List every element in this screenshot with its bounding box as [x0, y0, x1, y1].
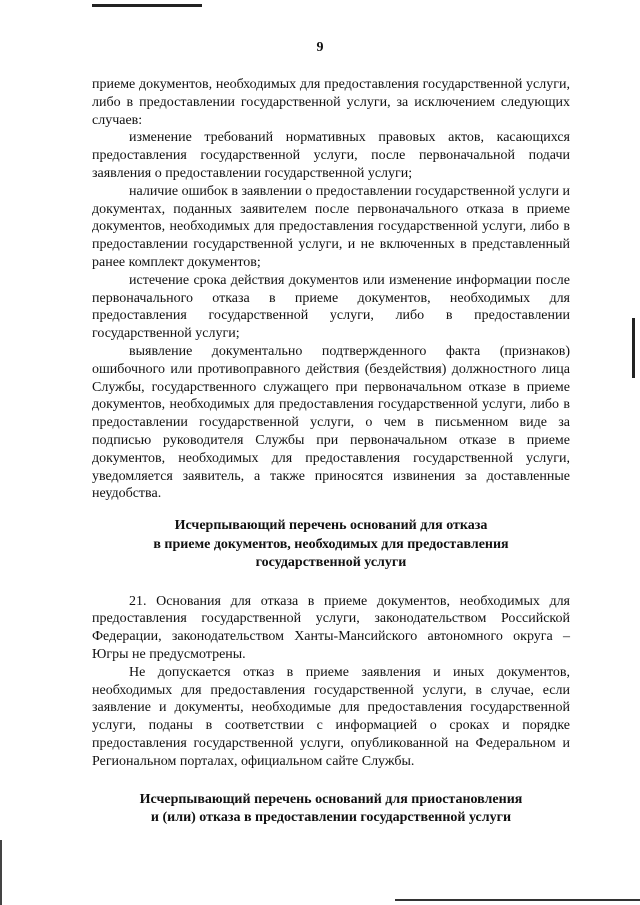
page-number: 9 [316, 40, 324, 55]
heading-line: Исчерпывающий перечень оснований для отказа [174, 518, 488, 534]
scan-artifact-left-edge [0, 840, 2, 905]
heading-line: в приеме документов, необходимых для предоставления [153, 536, 509, 552]
section-heading-refusal-grounds [92, 517, 570, 573]
paragraph-no-refusal: Не допускается отказ в приеме заявления и иных документов, необходимых для предоставления государственной услуги, в случае, если заявление и документы, необходимые для предоставления государственной услуги, поданы в соответствии с информацией о сроках и порядке предоставления государственной услуги, опубликованной на Федеральном и Региональном порталах, официальном сайте Службы. [92, 664, 570, 769]
paragraph-intro: приеме документов, необходимых для предоставления государственной услуги, либо в предоставлении государственной услуги, за исключением следующих случаев: [92, 77, 570, 128]
scan-artifact-right-mark [632, 318, 635, 378]
paragraph-exception-3: истечение срока действия документов или изменение информации после первоначального отказа в приеме документов, необходимых для предоставления государственной услуги, либо в предоставлении государственной услуги; [92, 272, 570, 342]
heading-line: государственной услуги [255, 555, 407, 571]
scan-artifact-top-line [92, 4, 202, 7]
heading-line: и (или) отказа в предоставлении государственной услуги [150, 810, 512, 826]
document-body [92, 76, 570, 828]
heading-line: Исчерпывающий перечень оснований для приостановления [139, 791, 523, 807]
paragraph-exception-1: изменение требований нормативных правовых актов, касающихся предоставления государственной услуги, после первоначальной подачи заявления о предоставлении государственной услуги; [92, 130, 570, 181]
paragraph-clause-21: 21. Основания для отказа в приеме документов, необходимых для предоставления государственной услуги, законодательством Российской Федерации, законодательством Ханты-Мансийского автономного округа – Югры не предусмотрены. [92, 593, 570, 663]
scan-artifact-bottom-line [395, 899, 640, 901]
paragraph-exception-2: наличие ошибок в заявлении о предоставлении государственной услуги и документах, поданных заявителем после первоначального отказа в приеме документов, необходимых для предоставления государственной услуги, либо в предоставлении государственной услуги, и не включенных в представленный ранее комплект документов; [92, 183, 570, 270]
section-heading-suspension-grounds [92, 791, 570, 828]
paragraph-exception-4: выявление документально подтвержденного факта (признаков) ошибочного или противоправного действия (бездействия) должностного лица Службы, государственного служащего при первоначальном отказе в приеме документов, необходимых для предоставления государственной услуги, либо в предоставлении государственной услуги, о чем в письменном виде за подписью руководителя Службы при первоначальном отказе в приеме документов, необходимых для предоставления государственной услуги, уведомляется заявитель, а также приносятся извинения за доставленные неудобства. [92, 343, 570, 502]
